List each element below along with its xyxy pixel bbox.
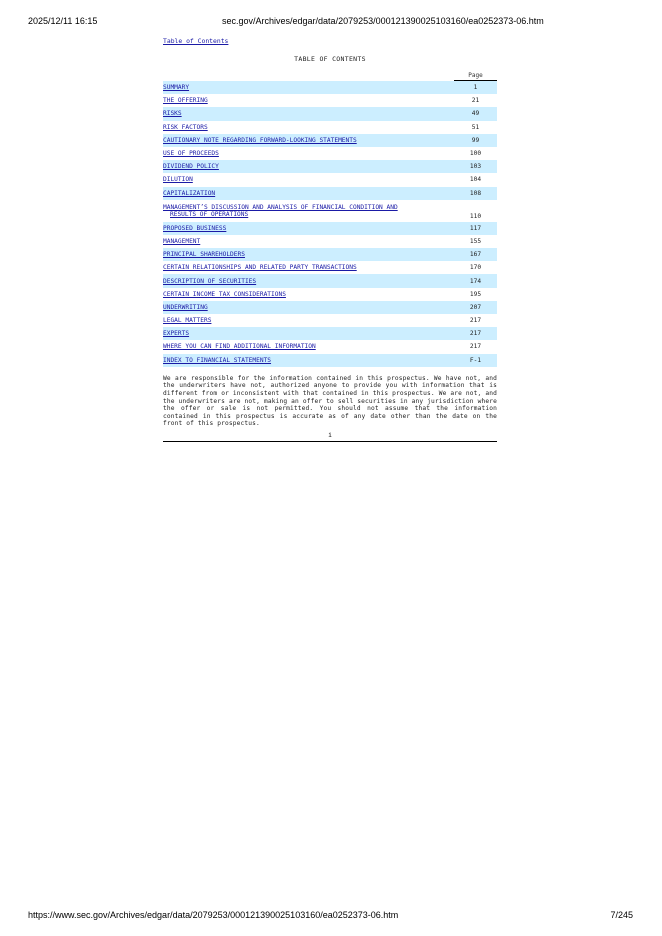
toc-row bbox=[163, 235, 497, 248]
toc-entry-cell bbox=[163, 94, 454, 107]
toc-table bbox=[163, 72, 497, 367]
toc-entry-cell bbox=[163, 274, 454, 287]
toc-entry-link[interactable]: PRINCIPAL SHAREHOLDERS bbox=[163, 251, 245, 259]
toc-page-number: 155 bbox=[469, 237, 482, 245]
toc-page-number: 51 bbox=[471, 123, 480, 131]
print-timestamp: 2025/12/11 16:15 bbox=[28, 16, 98, 26]
toc-page-number: F-1 bbox=[454, 354, 497, 367]
toc-entry-link[interactable]: DIVIDEND POLICY bbox=[163, 163, 219, 171]
toc-entry-link[interactable]: RISKS bbox=[163, 110, 182, 118]
footer-page-count: 7/245 bbox=[610, 910, 633, 920]
toc-row bbox=[163, 81, 497, 95]
toc-row bbox=[163, 248, 497, 261]
toc-entry-cell bbox=[163, 261, 454, 274]
toc-page-number: 99 bbox=[454, 134, 497, 147]
disclaimer-paragraph: We are responsible for the information contained in this prospectus. We have not, and the underwriters have not, authorized anyone to provide you with information that is different from or inconsistent with that contained in this prospectus. We are not, and the underwriters are not, making an offer to sell securities in any jurisdiction where the offer or sale is not permitted. You should not assume that the information contained in this prospectus is accurate as of any date other than the date on the front of this prospectus. bbox=[163, 374, 497, 428]
toc-page-number: 100 bbox=[469, 150, 482, 158]
toc-page-number: 217 bbox=[469, 343, 482, 351]
table-of-contents-link[interactable]: Table of Contents bbox=[163, 37, 229, 45]
toc-entry-cell bbox=[163, 314, 454, 327]
toc-entry-link[interactable]: UNDERWRITING bbox=[163, 303, 208, 311]
toc-entry-cell bbox=[163, 248, 454, 261]
toc-row bbox=[163, 107, 497, 120]
toc-entry-link[interactable]: EXPERTS bbox=[163, 330, 190, 338]
toc-entry-cell bbox=[163, 222, 454, 235]
toc-row bbox=[163, 94, 497, 107]
toc-page-number: 108 bbox=[454, 187, 497, 200]
toc-row bbox=[163, 134, 497, 147]
toc-entry-cell bbox=[163, 134, 454, 147]
toc-row bbox=[163, 200, 497, 222]
toc-header-blank bbox=[163, 72, 454, 81]
toc-page-number: 170 bbox=[469, 264, 482, 272]
toc-page-number: 117 bbox=[454, 222, 497, 235]
toc-entry-link[interactable]: USE OF PROCEEDS bbox=[163, 150, 219, 158]
toc-row bbox=[163, 121, 497, 134]
toc-entry-cell bbox=[163, 288, 454, 301]
toc-entry-link[interactable]: DILUTION bbox=[163, 176, 193, 184]
toc-entry-link[interactable]: THE OFFERING bbox=[163, 97, 208, 105]
document-body bbox=[163, 36, 497, 442]
toc-page-number: 174 bbox=[454, 274, 497, 287]
toc-entry-link[interactable]: INDEX TO FINANCIAL STATEMENTS bbox=[163, 356, 272, 364]
toc-entry-cell bbox=[163, 81, 454, 95]
toc-entry-link[interactable]: CAPITALIZATION bbox=[163, 189, 216, 197]
toc-row bbox=[163, 288, 497, 301]
toc-entry-cell bbox=[163, 160, 454, 173]
toc-row bbox=[163, 187, 497, 200]
page-column-header: Page bbox=[454, 72, 497, 81]
toc-row bbox=[163, 301, 497, 314]
toc-entry-cell bbox=[163, 200, 454, 222]
toc-entry-link[interactable]: RISK FACTORS bbox=[163, 123, 208, 131]
toc-page-number: 110 bbox=[469, 212, 482, 220]
footer-url: https://www.sec.gov/Archives/edgar/data/2079253/000121390025103160/ea0252373-06.htm bbox=[28, 910, 399, 920]
toc-row bbox=[163, 147, 497, 160]
toc-entry-cell bbox=[163, 327, 454, 340]
toc-entry-cell bbox=[163, 235, 454, 248]
toc-entry-cell bbox=[163, 121, 454, 134]
toc-row bbox=[163, 340, 497, 353]
toc-page-number: 104 bbox=[469, 176, 482, 184]
toc-entry-cell bbox=[163, 301, 454, 314]
page-number: i bbox=[163, 431, 497, 442]
toc-entry-cell bbox=[163, 354, 454, 367]
toc-row bbox=[163, 222, 497, 235]
toc-page-number: 49 bbox=[454, 107, 497, 120]
toc-entry-cell bbox=[163, 173, 454, 186]
toc-heading: TABLE OF CONTENTS bbox=[294, 55, 366, 63]
toc-row bbox=[163, 274, 497, 287]
toc-page-number: 167 bbox=[454, 248, 497, 261]
toc-row bbox=[163, 173, 497, 186]
toc-page-number: 103 bbox=[454, 160, 497, 173]
toc-entry-link[interactable]: CAUTIONARY NOTE REGARDING FORWARD-LOOKING STATEMENTS bbox=[163, 136, 357, 144]
toc-entry-link[interactable]: DESCRIPTION OF SECURITIES bbox=[163, 277, 257, 285]
toc-row bbox=[163, 314, 497, 327]
toc-page-number: 217 bbox=[469, 317, 482, 325]
toc-entry-link-continued[interactable]: RESULTS OF OPERATIONS bbox=[170, 210, 249, 218]
toc-page-number: 217 bbox=[454, 327, 497, 340]
toc-entry-link[interactable]: LEGAL MATTERS bbox=[163, 317, 212, 325]
toc-entry-link[interactable]: MANAGEMENT’S DISCUSSION AND ANALYSIS OF FINANCIAL CONDITION AND bbox=[163, 203, 398, 211]
toc-entry-cell bbox=[163, 147, 454, 160]
toc-entry-link[interactable]: CERTAIN RELATIONSHIPS AND RELATED PARTY TRANSACTIONS bbox=[163, 264, 357, 272]
toc-entry-link[interactable]: MANAGEMENT bbox=[163, 237, 201, 245]
toc-row bbox=[163, 354, 497, 367]
toc-row bbox=[163, 261, 497, 274]
toc-entry-link[interactable]: WHERE YOU CAN FIND ADDITIONAL INFORMATION bbox=[163, 343, 316, 351]
toc-row bbox=[163, 327, 497, 340]
page-title: sec.gov/Archives/edgar/data/2079253/000121390025103160/ea0252373-06.htm bbox=[222, 16, 544, 26]
toc-page-number: 207 bbox=[454, 301, 497, 314]
toc-page-number: 21 bbox=[471, 97, 480, 105]
toc-entry-link[interactable]: CERTAIN INCOME TAX CONSIDERATIONS bbox=[163, 290, 286, 298]
toc-page-number: 195 bbox=[469, 290, 482, 298]
toc-entry-link[interactable]: SUMMARY bbox=[163, 83, 190, 91]
toc-entry-link[interactable]: PROPOSED BUSINESS bbox=[163, 224, 227, 232]
toc-entry-cell bbox=[163, 340, 454, 353]
toc-row bbox=[163, 160, 497, 173]
toc-entry-cell bbox=[163, 107, 454, 120]
toc-page-number: 1 bbox=[454, 81, 497, 95]
toc-entry-cell bbox=[163, 187, 454, 200]
